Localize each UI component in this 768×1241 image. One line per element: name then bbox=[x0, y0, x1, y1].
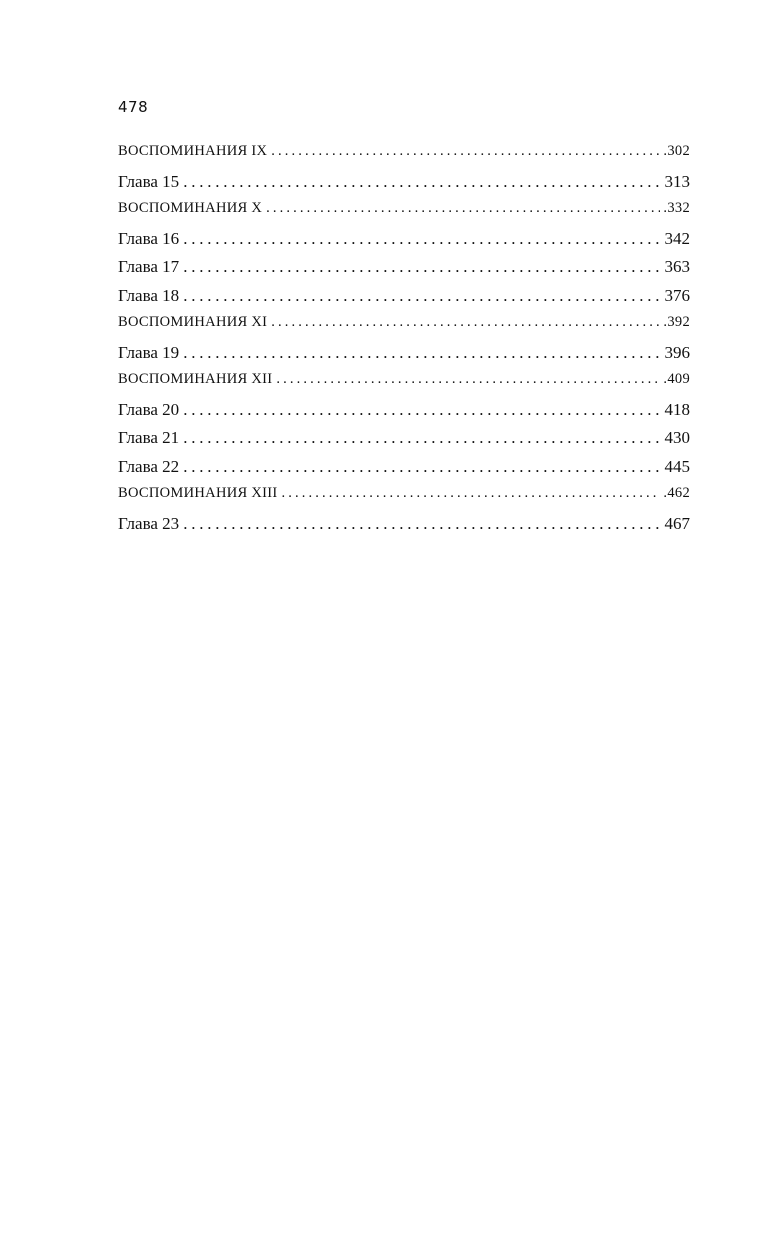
toc-entry-title: Глава 23 bbox=[118, 513, 180, 533]
toc-entry-title: ВОСПОМИНАНИЯ XIII bbox=[118, 485, 278, 501]
toc-entry-page: 467 bbox=[664, 513, 690, 533]
toc-entry bbox=[118, 371, 690, 400]
toc-entry-page: .392 bbox=[663, 314, 690, 330]
toc-dot-leader bbox=[271, 314, 660, 331]
toc-entry bbox=[118, 143, 690, 172]
toc-dot-leader bbox=[183, 257, 661, 277]
toc-entry-page: 445 bbox=[664, 456, 690, 476]
toc-entry-title: Глава 20 bbox=[118, 399, 180, 419]
toc-entry bbox=[118, 343, 690, 372]
toc-dot-leader bbox=[282, 485, 661, 502]
toc-entry-page: 396 bbox=[664, 342, 690, 362]
toc-dot-leader bbox=[183, 457, 661, 477]
table-of-contents bbox=[118, 143, 690, 542]
toc-entry-page: 313 bbox=[664, 171, 690, 191]
page-number: 478 bbox=[118, 98, 149, 116]
toc-entry-title: ВОСПОМИНАНИЯ XI bbox=[118, 314, 268, 330]
toc-entry-page: 342 bbox=[664, 228, 690, 248]
toc-entry bbox=[118, 514, 690, 543]
toc-dot-leader bbox=[183, 286, 661, 306]
toc-entry bbox=[118, 200, 690, 229]
toc-entry bbox=[118, 457, 690, 486]
toc-dot-leader bbox=[276, 371, 660, 388]
toc-entry-title: ВОСПОМИНАНИЯ XII bbox=[118, 371, 273, 387]
toc-entry-title: ВОСПОМИНАНИЯ X bbox=[118, 200, 263, 216]
toc-entry-title: Глава 19 bbox=[118, 342, 180, 362]
toc-entry bbox=[118, 172, 690, 201]
toc-entry bbox=[118, 286, 690, 315]
toc-dot-leader bbox=[271, 143, 660, 160]
toc-entry bbox=[118, 428, 690, 457]
toc-entry-title: Глава 15 bbox=[118, 171, 180, 191]
toc-entry bbox=[118, 400, 690, 429]
toc-entry-title: Глава 17 bbox=[118, 257, 180, 276]
toc-entry-page: 363 bbox=[664, 257, 690, 276]
toc-entry-page: 376 bbox=[664, 285, 690, 305]
toc-entry bbox=[118, 314, 690, 343]
toc-entry-title: Глава 21 bbox=[118, 428, 180, 447]
toc-entry-title: ВОСПОМИНАНИЯ IX bbox=[118, 143, 268, 159]
toc-dot-leader bbox=[266, 200, 660, 217]
toc-entry-page: 430 bbox=[664, 428, 690, 447]
toc-entry-page: 418 bbox=[664, 399, 690, 419]
toc-entry-page: .332 bbox=[663, 200, 690, 216]
toc-dot-leader bbox=[183, 428, 661, 448]
toc-entry-page: .462 bbox=[663, 485, 690, 501]
toc-entry-title: Глава 22 bbox=[118, 456, 180, 476]
toc-entry bbox=[118, 229, 690, 258]
toc-entry bbox=[118, 257, 690, 286]
toc-dot-leader bbox=[183, 172, 661, 192]
toc-entry bbox=[118, 485, 690, 514]
toc-entry-title: Глава 16 bbox=[118, 228, 180, 248]
toc-dot-leader bbox=[183, 229, 661, 249]
toc-entry-title: Глава 18 bbox=[118, 285, 180, 305]
toc-dot-leader bbox=[183, 514, 661, 534]
toc-dot-leader bbox=[183, 343, 661, 363]
toc-dot-leader bbox=[183, 400, 661, 420]
toc-entry-page: .409 bbox=[663, 371, 690, 387]
toc-entry-page: .302 bbox=[663, 143, 690, 159]
